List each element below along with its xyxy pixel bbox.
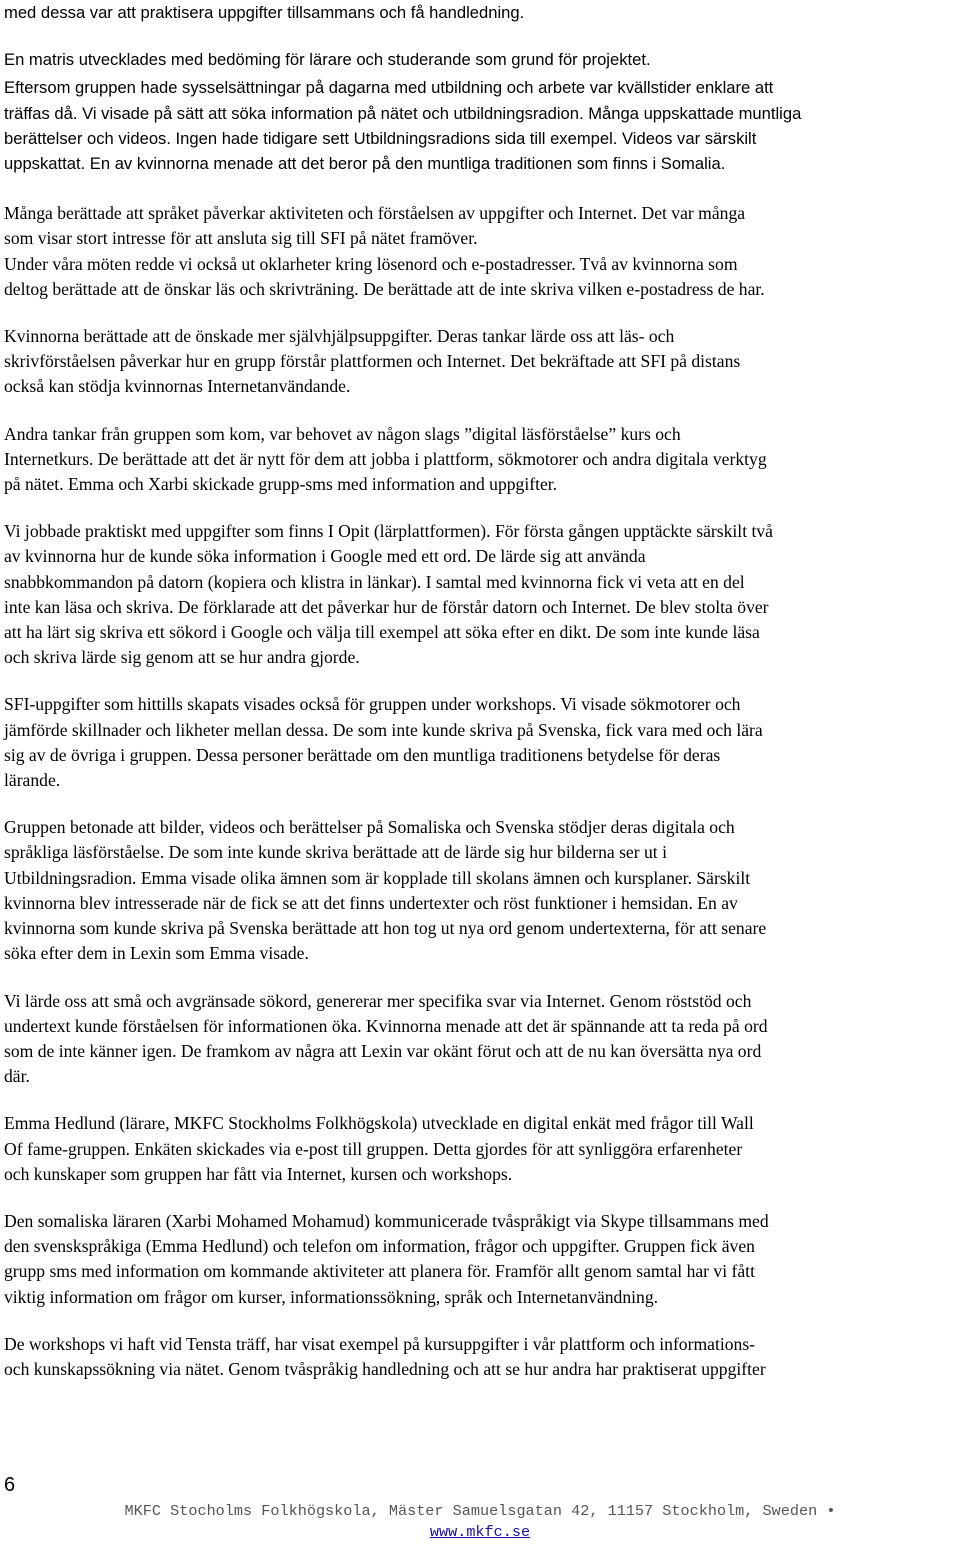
text-line: De workshops vi haft vid Tensta träff, har visat exempel på kursuppgifter i vår plattform och informations- xyxy=(4,1333,756,1354)
text-line: Andra tankar från gruppen som kom, var behovet av någon slags ”digital läsförståelse” kurs och xyxy=(4,423,681,444)
text-line: En matris utvecklades med bedöming för lärare och studerande som grund för projektet. xyxy=(4,50,651,70)
text-line: språkliga läsförståelse. De som inte kunde skriva berättade att de lärde sig hur bilderna ser ut i xyxy=(4,842,667,863)
text-line: och kunskapssökning via nätet. Genom tvåspråkig handledning och att se hur andra har praktiserat uppgifter xyxy=(4,1358,766,1379)
text-line: och skriva lärde sig genom att se hur andra gjorde. xyxy=(4,647,360,668)
page-number: 6 xyxy=(4,1474,16,1496)
text-line: av kvinnorna hur de kunde söka information i Google med ett ord. De lärde sig att använda xyxy=(4,546,646,567)
text-line: lärande. xyxy=(4,770,61,791)
text-line: Kvinnorna berättade att de önskade mer självhjälpsuppgifter. Deras tankar lärde oss att läs- och xyxy=(4,326,675,347)
text-line: den svenskspråkiga (Emma Hedlund) och telefon om information, frågor och uppgifter. Gruppen fick även xyxy=(4,1236,755,1257)
text-line: att ha lärt sig skriva ett sökord i Google och välja till exempel att söka efter en dikt. De som inte kunde läsa xyxy=(4,622,760,643)
text-line: med dessa var att praktisera uppgifter tillsammans och få handledning. xyxy=(4,3,525,22)
text-line: Utbildningsradion. Emma visade olika ämnen som är kopplade till skolans ämnen och kursplaner. Särskilt xyxy=(4,867,751,888)
text-line: jämförde skillnader och likheter mellan dessa. De som inte kunde skriva på Svenska, fick vara med och lära xyxy=(4,719,763,740)
text-line: Vi lärde oss att små och avgränsade sökord, genererar mer specifika svar via Internet. Genom röststöd och xyxy=(4,990,752,1011)
text-line: Emma Hedlund (lärare, MKFC Stockholms Folkhögskola) utvecklade en digital enkät med frågor till Wall xyxy=(4,1113,754,1134)
text-line: skrivförståelsen påverkar hur en grupp förstår plattformen och Internet. Det bekräftade att SFI på distans xyxy=(4,351,741,372)
text-line: kvinnorna blev intresserade när de fick se att det finns undertexter och röst funktioner i hemsidan. En av xyxy=(4,892,738,913)
text-line: på nätet. Emma och Xarbi skickade grupp-sms med information and uppgifter. xyxy=(4,474,558,495)
text-line: berättelser och videos. Ingen hade tidigare sett Utbildningsradions sida till exempel. Videos var särskilt xyxy=(4,128,757,148)
text-line: sig av de övriga i gruppen. Dessa personer berättade om den muntliga traditionens betydelse för deras xyxy=(4,744,721,765)
text-line: Under våra möten redde vi också ut oklarheter kring lösenord och e-postadresser. Två av kvinnorna som xyxy=(4,253,738,274)
text-line: Of fame-gruppen. Enkäten skickades via e-post till gruppen. Detta gjordes för att synliggöra erfarenheter xyxy=(4,1138,743,1159)
text-line: som visar stort intresse för att ansluta sig till SFI på nätet framöver. xyxy=(4,228,478,249)
text-line: Gruppen betonade att bilder, videos och berättelser på Somaliska och Svenska stödjer deras digitala och xyxy=(4,817,735,838)
text-line: viktig information om frågor om kurser, informationssökning, språk och Internetanvändning. xyxy=(4,1286,659,1307)
text-line: Internetkurs. De berättade att det är nytt för dem att jobba i plattform, sökmotorer och andra digitala verktyg xyxy=(4,448,767,469)
text-line: också kan stödja kvinnornas Internetanvändande. xyxy=(4,376,351,397)
footer-website xyxy=(0,1522,960,1542)
text-line: snabbkommandon på datorn (kopiera och klistra in länkar). I samtal med kvinnorna fick vi veta att en del xyxy=(4,571,745,592)
text-line: undertext kunde förståelsen för informationen öka. Kvinnorna menade att det är spännande att ta reda på ord xyxy=(4,1015,768,1036)
text-line: inte kan läsa och skriva. De förklarade att det påverkar hur de förstår datorn och Internet. De blev stolta över xyxy=(4,596,769,617)
text-line: deltog berättade att de önskar läs och skrivträning. De berättade att de inte skriva vilken e-postadress de har. xyxy=(4,278,765,299)
text-line: Många berättade att språket påverkar aktiviteten och förståelsen av uppgifter och Internet. Det var många xyxy=(4,203,746,224)
text-line: grupp sms med information om kommande aktiviteter att planera för. Framför allt genom samtal har vi fått xyxy=(4,1261,755,1282)
text-line: kvinnorna som kunde skriva på Svenska berättade att hon tog ut nya ord genom undertexterna, för att senare xyxy=(4,918,767,939)
website-link[interactable]: www.mkfc.se xyxy=(429,1523,531,1541)
text-line: SFI-uppgifter som hittills skapats visades också för gruppen under workshops. Vi visade sökmotorer och xyxy=(4,694,741,715)
text-line: där. xyxy=(4,1066,30,1087)
document-page xyxy=(4,0,954,1382)
text-line: som de inte känner igen. De framkom av några att Lexin var okänt förut och att de nu kan översätta nya ord xyxy=(4,1040,762,1061)
text-line: Vi jobbade praktiskt med uppgifter som finns I Opit (lärplattformen). För första gången upptäckte särskilt två xyxy=(4,521,773,542)
text-line: träffas då. Vi visade på sätt att söka information på nätet och utbildningsradion. Många uppskattade muntliga xyxy=(4,103,802,123)
footer-address: MKFC Stocholms Folkhögskola, Mäster Samuelsgatan 42, 11157 Stockholm, Sweden • xyxy=(124,1502,836,1520)
text-line: Den somaliska läraren (Xarbi Mohamed Mohamud) kommunicerade tvåspråkigt via Skype tillsammans med xyxy=(4,1210,769,1231)
text-line: uppskattat. En av kvinnorna menade att det beror på den muntliga traditionen som finns i Somalia. xyxy=(4,154,726,174)
text-line: söka efter dem in Lexin som Emma visade. xyxy=(4,943,309,964)
text-line: Eftersom gruppen hade sysselsättningar på dagarna med utbildning och arbete var kvällstider enklare att xyxy=(4,78,774,98)
text-line: och kunskaper som gruppen har fått via Internet, kursen och workshops. xyxy=(4,1163,513,1184)
